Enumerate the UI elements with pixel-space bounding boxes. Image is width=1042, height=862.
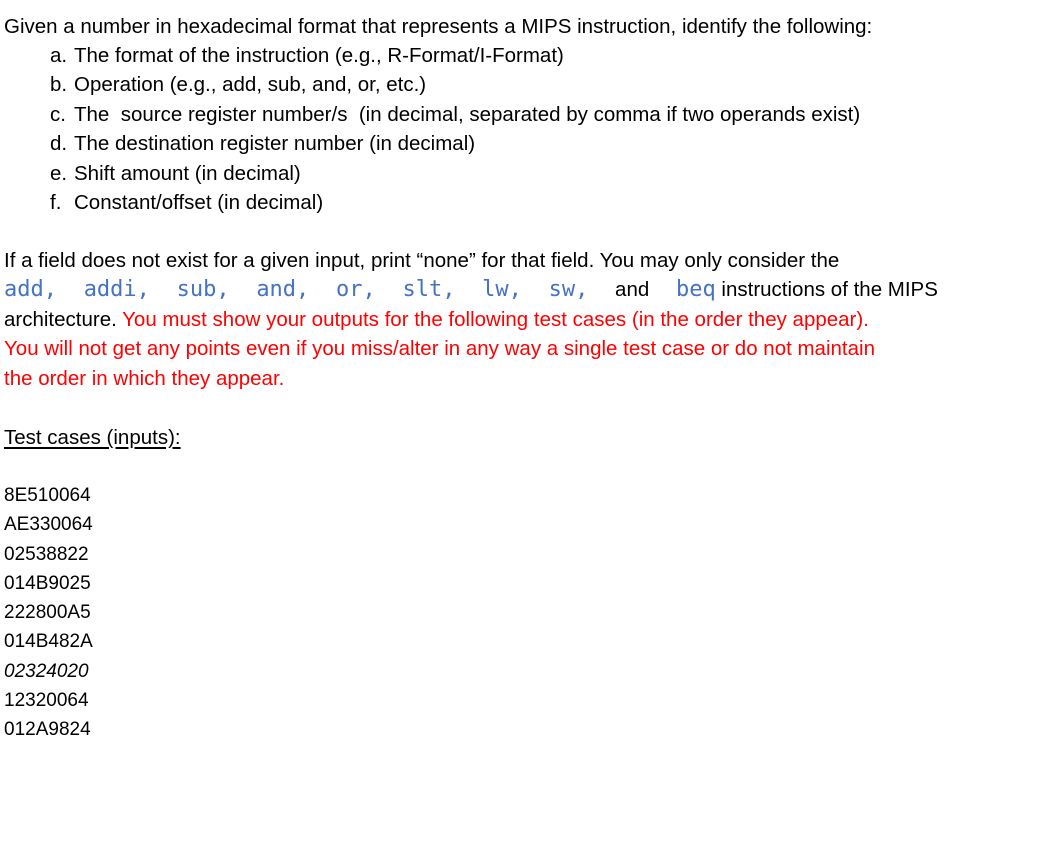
list-marker: c. [50, 102, 66, 126]
list-item [50, 70, 860, 99]
test-case: 222800A5 [4, 602, 91, 624]
architecture-text: architecture. [4, 307, 117, 331]
paragraph-line-1: If a field does not exist for a given input, print “none” for that field. You may only consider the [4, 249, 840, 272]
code-lw: lw, [482, 277, 522, 303]
test-cases-list [4, 481, 93, 745]
list-marker: e. [50, 161, 68, 185]
paragraph-line-2-tail: instructions of the MIPS [721, 278, 938, 302]
code-or: or, [336, 277, 376, 303]
list-item-text: Constant/offset (in decimal) [74, 190, 324, 214]
paragraph-line-3 [4, 305, 938, 334]
code-beq: beq [675, 277, 716, 303]
test-case: 012A9824 [4, 719, 91, 741]
list-item-text: The format of the instruction (e.g., R-Format/I-Format) [74, 44, 564, 67]
test-case: 02538822 [4, 543, 89, 565]
warning-text-3: the order in which they appear. [4, 366, 285, 390]
beq-group [676, 275, 938, 304]
test-cases-heading: Test cases (inputs): [4, 426, 181, 449]
and-word: and [615, 278, 650, 302]
list-marker: d. [50, 132, 68, 156]
test-case: 12320064 [4, 690, 89, 712]
list-item [50, 41, 860, 70]
warning-text-1: You must show your outputs for the following test cases (in the order they appear). [122, 307, 869, 331]
list-item-text: The source register number/s (in decimal, separated by comma if two operands exist) [74, 102, 861, 126]
list-item [50, 159, 860, 188]
test-case: 014B482A [4, 631, 93, 653]
code-and: and, [256, 277, 310, 303]
list-item [50, 188, 860, 217]
list-item [50, 129, 860, 158]
list-marker: a. [50, 44, 68, 67]
code-sw: sw, [548, 277, 589, 303]
list-item-text: Shift amount (in decimal) [74, 161, 301, 185]
list-item [50, 100, 860, 129]
list-item-text: The destination register number (in decimal) [74, 132, 476, 156]
list-marker: b. [50, 73, 68, 97]
test-case: 014B9025 [4, 572, 91, 594]
warning-text-2: You will not get any points even if you miss/alter in any way a single test case or do not maintain [4, 337, 875, 361]
instructions-paragraph [4, 246, 938, 393]
test-case: 02324020 [4, 660, 89, 682]
test-case: AE330064 [4, 514, 93, 536]
code-add: add, [4, 277, 57, 303]
list-item-text: Operation (e.g., add, sub, and, or, etc.) [74, 73, 427, 97]
code-addi: addi, [83, 277, 150, 303]
paragraph-line-2 [4, 275, 938, 304]
list-marker: f. [50, 190, 62, 214]
test-case: 8E510064 [4, 485, 91, 506]
intro-text: Given a number in hexadecimal format that represents a MIPS instruction, identify the following: [4, 15, 873, 38]
code-slt: slt, [402, 277, 456, 303]
requirements-list [50, 41, 860, 217]
code-sub: sub, [176, 277, 230, 303]
